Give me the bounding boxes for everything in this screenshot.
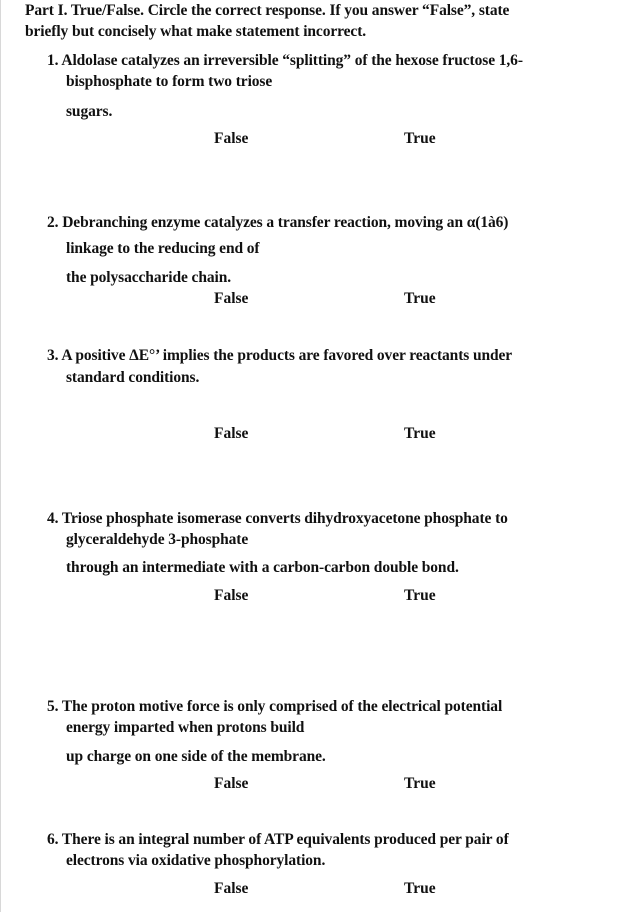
question-1-text-line-1: 1. Aldolase catalyzes an irreversible “splitting” of the hexose fructose 1,6- [47,52,523,69]
question-3-text-line-2: standard conditions. [66,369,200,386]
question-1-text-line-2: bisphosphate to form two triose [66,73,273,90]
question-4-text-line-2: glyceraldehyde 3-phosphate [66,531,249,548]
question-5-text-line-1: 5. The proton motive force is only comprised of the electrical potential [47,698,503,715]
question-6-true-option[interactable]: True [404,880,436,897]
question-2-false-option[interactable]: False [214,290,249,307]
question-3-true-option[interactable]: True [404,425,436,442]
instructions-line-2: briefly but concisely what make statement incorrect. [25,23,367,40]
question-2-text-line-3: the polysaccharide chain. [66,269,231,286]
question-5-true-option[interactable]: True [404,775,436,792]
question-2-text-line-1: 2. Debranching enzyme catalyzes a transfer reaction, moving an α(1à6) [47,214,509,231]
question-2-text-line-2: linkage to the reducing end of [66,240,260,257]
question-1-true-option[interactable]: True [404,130,436,147]
question-5-false-option[interactable]: False [214,775,249,792]
question-3-text-line-1: 3. A positive ΔE°’ implies the products are favored over reactants under [47,347,513,364]
question-4-text-line-1: 4. Triose phosphate isomerase converts dihydroxyacetone phosphate to [47,510,508,527]
question-6-text-line-1: 6. There is an integral number of ATP equivalents produced per pair of [47,831,509,848]
question-3-false-option[interactable]: False [214,425,249,442]
question-6-false-option[interactable]: False [214,880,249,897]
question-4-true-option[interactable]: True [404,587,436,604]
question-6-text-line-2: electrons via oxidative phosphorylation. [66,852,326,869]
question-2-true-option[interactable]: True [404,290,436,307]
question-1-text-line-3: sugars. [66,103,113,120]
question-5-text-line-2: energy imparted when protons build [66,719,305,736]
question-1-false-option[interactable]: False [214,130,249,147]
question-4-text-line-3: through an intermediate with a carbon-carbon double bond. [66,559,459,576]
page-edge [0,0,1,912]
question-5-text-line-3: up charge on one side of the membrane. [66,748,326,765]
instructions-line-1: Part I. True/False. Circle the correct response. If you answer “False”, state [25,2,510,19]
question-4-false-option[interactable]: False [214,587,249,604]
